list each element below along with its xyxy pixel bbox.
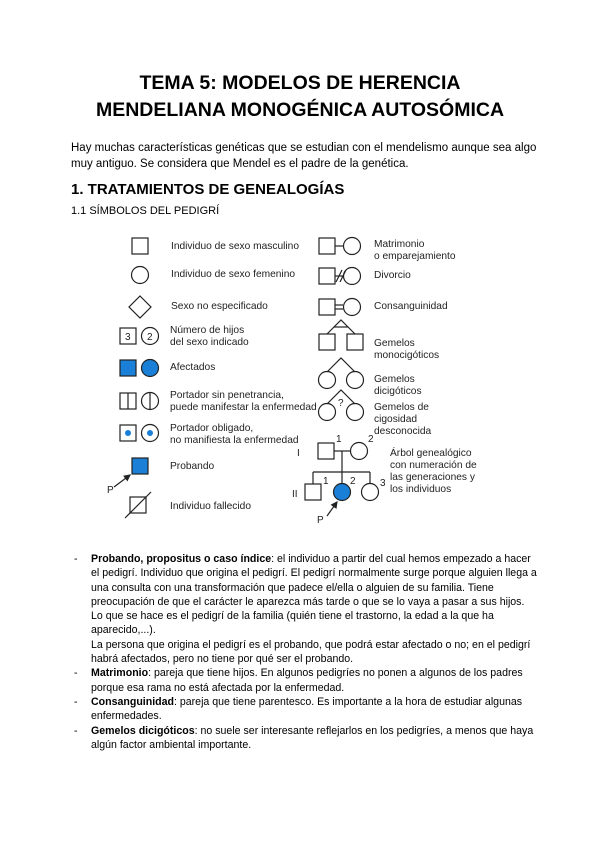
male-symbol bbox=[132, 238, 148, 254]
bullet-dash: - bbox=[74, 667, 78, 680]
bullet-dash: - bbox=[74, 695, 78, 708]
tree-gen2-female bbox=[362, 484, 379, 501]
question-mark: ? bbox=[338, 398, 344, 409]
bullet-dash: - bbox=[74, 724, 78, 737]
legend-line: Individuo de sexo femenino bbox=[171, 269, 296, 280]
legend-line: puede manifestar la enfermedad bbox=[170, 402, 317, 413]
tree-num-1: 1 bbox=[336, 434, 342, 445]
count-male-label: 3 bbox=[125, 332, 131, 343]
legend-line: Matrimonio bbox=[374, 239, 425, 250]
mating-female-symbol bbox=[344, 238, 361, 255]
tree-proband-arrow bbox=[327, 502, 337, 516]
tree-gen2-male bbox=[305, 484, 321, 500]
list-item bbox=[74, 724, 539, 753]
legend-unspecified bbox=[171, 301, 268, 313]
legend-line: cigosidad bbox=[374, 414, 418, 425]
tree-gen1-male bbox=[318, 443, 334, 459]
definition-text: : no suele ser interesante reflejarlos en los pedigríes, a menos que haya algún factor ambiental importante. bbox=[91, 724, 534, 751]
tree-gen1-female bbox=[351, 443, 368, 460]
dizygotic-twin-2 bbox=[347, 372, 364, 389]
gen-label-2: II bbox=[292, 489, 298, 500]
divorce-male-symbol bbox=[319, 268, 335, 284]
term-consanguinidad: Consanguinidad bbox=[91, 695, 174, 708]
term-matrimonio: Matrimonio bbox=[91, 667, 149, 680]
legend-line: del sexo indicado bbox=[170, 337, 249, 348]
dizygotic-twin-1 bbox=[319, 372, 336, 389]
legend-line: Portador obligado, bbox=[170, 423, 254, 434]
term-proband: Probando, propositus o caso índice bbox=[91, 553, 272, 565]
legend-female bbox=[171, 269, 295, 281]
legend-line: o emparejamiento bbox=[374, 251, 456, 262]
mating-male-symbol bbox=[319, 238, 335, 254]
consanguinity-female-symbol bbox=[344, 299, 361, 316]
consanguinity-male-symbol bbox=[319, 299, 335, 315]
legend-line: Individuo fallecido bbox=[170, 501, 251, 512]
affected-male-symbol bbox=[120, 360, 136, 376]
legend-mating bbox=[374, 239, 456, 263]
list-item bbox=[74, 695, 539, 724]
definition-text: : el individuo a partir del cual hemos empezado a hacer el pedigrí. Individuo que origina el pedigrí. El pedigrí normalmente surge porque alguien llega a una consulta con una transformación que padece el/ella o alguien de su familia. Tiene preocupación de que el carácter le aparezca más tarde o que se lo vaya a pasar a sus hijos. Lo que se hace es el pedigrí de la familia (quién tiene el trastorno, la edad a la que ha aparecido,...). bbox=[91, 553, 537, 637]
legend-obligate bbox=[170, 423, 299, 447]
proband-arrow bbox=[114, 475, 130, 487]
unspecified-sex-symbol bbox=[129, 296, 151, 318]
legend-line: Individuo de sexo masculino bbox=[171, 241, 299, 252]
legend-line: monocigóticos bbox=[374, 350, 440, 361]
female-symbol bbox=[132, 267, 149, 284]
tree-num-2: 2 bbox=[368, 434, 374, 445]
definitions-list bbox=[74, 552, 539, 752]
count-female-label: 2 bbox=[147, 332, 153, 343]
legend-affected bbox=[170, 362, 215, 374]
tree-p-label: P bbox=[317, 515, 324, 526]
legend-line: las generaciones y bbox=[390, 472, 475, 483]
subsection-heading: 1.1 SÍMBOLOS DEL PEDIGRÍ bbox=[71, 205, 220, 217]
monozygotic-twin-2 bbox=[347, 334, 363, 350]
term-gemelos-dicigoticos: Gemelos dicigóticos bbox=[91, 724, 195, 737]
legend-proband bbox=[170, 461, 214, 473]
title-line-1: TEMA 5: MODELOS DE HERENCIA bbox=[139, 72, 461, 94]
tree-gen2-proband bbox=[334, 484, 351, 501]
unknown-twin-2 bbox=[347, 404, 364, 421]
divorce-female-symbol bbox=[344, 268, 361, 285]
legend-line: Número de hijos bbox=[170, 325, 245, 336]
legend-nonpenetrant bbox=[170, 390, 317, 414]
bullet-dash: - bbox=[74, 553, 78, 565]
unknown-twin-1 bbox=[319, 404, 336, 421]
legend-family-tree bbox=[390, 448, 477, 496]
legend-line: con numeración de bbox=[390, 460, 477, 471]
tree-num-3: 1 bbox=[323, 476, 329, 487]
legend-male bbox=[171, 241, 299, 253]
tree-num-4: 2 bbox=[350, 476, 356, 487]
gen-label-1: I bbox=[297, 448, 300, 459]
title-line-2: MENDELIANA MONOGÉNICA AUTOSÓMICA bbox=[95, 99, 505, 121]
legend-unknown-zygosity bbox=[374, 402, 431, 438]
legend-line: desconocida bbox=[374, 426, 432, 437]
legend-dizygotic bbox=[374, 374, 422, 398]
legend-line: Sexo no especificado bbox=[171, 301, 268, 312]
legend-line: Probando bbox=[170, 461, 215, 472]
section-heading: 1. TRATAMIENTOS DE GENEALOGÍAS bbox=[71, 181, 345, 198]
list-item bbox=[74, 552, 539, 666]
affected-female-symbol bbox=[142, 360, 159, 377]
list-item bbox=[74, 666, 539, 695]
legend-divorce bbox=[374, 270, 411, 282]
legend-line: no manifiesta la enfermedad bbox=[170, 435, 299, 446]
legend-line: Consanguinidad bbox=[374, 301, 448, 312]
tree-num-5: 3 bbox=[380, 478, 386, 489]
legend-line: Portador sin penetrancia, bbox=[170, 390, 284, 401]
definition-extra: La persona que origina el pedigrí es el probando, que podrá estar afectado o no; en el pedigrí habrá afectados, pero no tiene por qué ser el probando. bbox=[91, 638, 531, 666]
legend-line: Gemelos de bbox=[374, 402, 429, 413]
monozygotic-twin-1 bbox=[319, 334, 335, 350]
proband-p-label: P bbox=[107, 485, 114, 496]
intro-paragraph: Hay muchas características genéticas que se estudian con el mendelismo aunque sea algo muy antiguo. Se considera que Mendel es el padre de la genética. bbox=[71, 142, 537, 170]
proband-symbol bbox=[132, 458, 148, 474]
legend-count bbox=[170, 325, 249, 349]
legend-line: Árbol genealógico bbox=[390, 448, 472, 459]
legend-line: dicigóticos bbox=[374, 386, 422, 397]
definition-text: : pareja que tiene hijos. En algunos pedigríes no ponen a algunos de los padres porque esa rama no está afectada por la enfermedad. bbox=[91, 667, 523, 694]
legend-deceased bbox=[170, 501, 251, 513]
legend-line: Divorcio bbox=[374, 270, 411, 281]
legend-line: los individuos bbox=[390, 484, 452, 495]
definition-text: : pareja que tiene parentesco. Es importante a la hora de estudiar algunas enfermedades. bbox=[91, 695, 523, 723]
legend-line: Gemelos bbox=[374, 338, 415, 349]
legend-line: Gemelos bbox=[374, 374, 415, 385]
legend-line: Afectados bbox=[170, 362, 216, 373]
legend-consanguinity bbox=[374, 301, 448, 313]
legend-monozygotic bbox=[374, 338, 439, 362]
